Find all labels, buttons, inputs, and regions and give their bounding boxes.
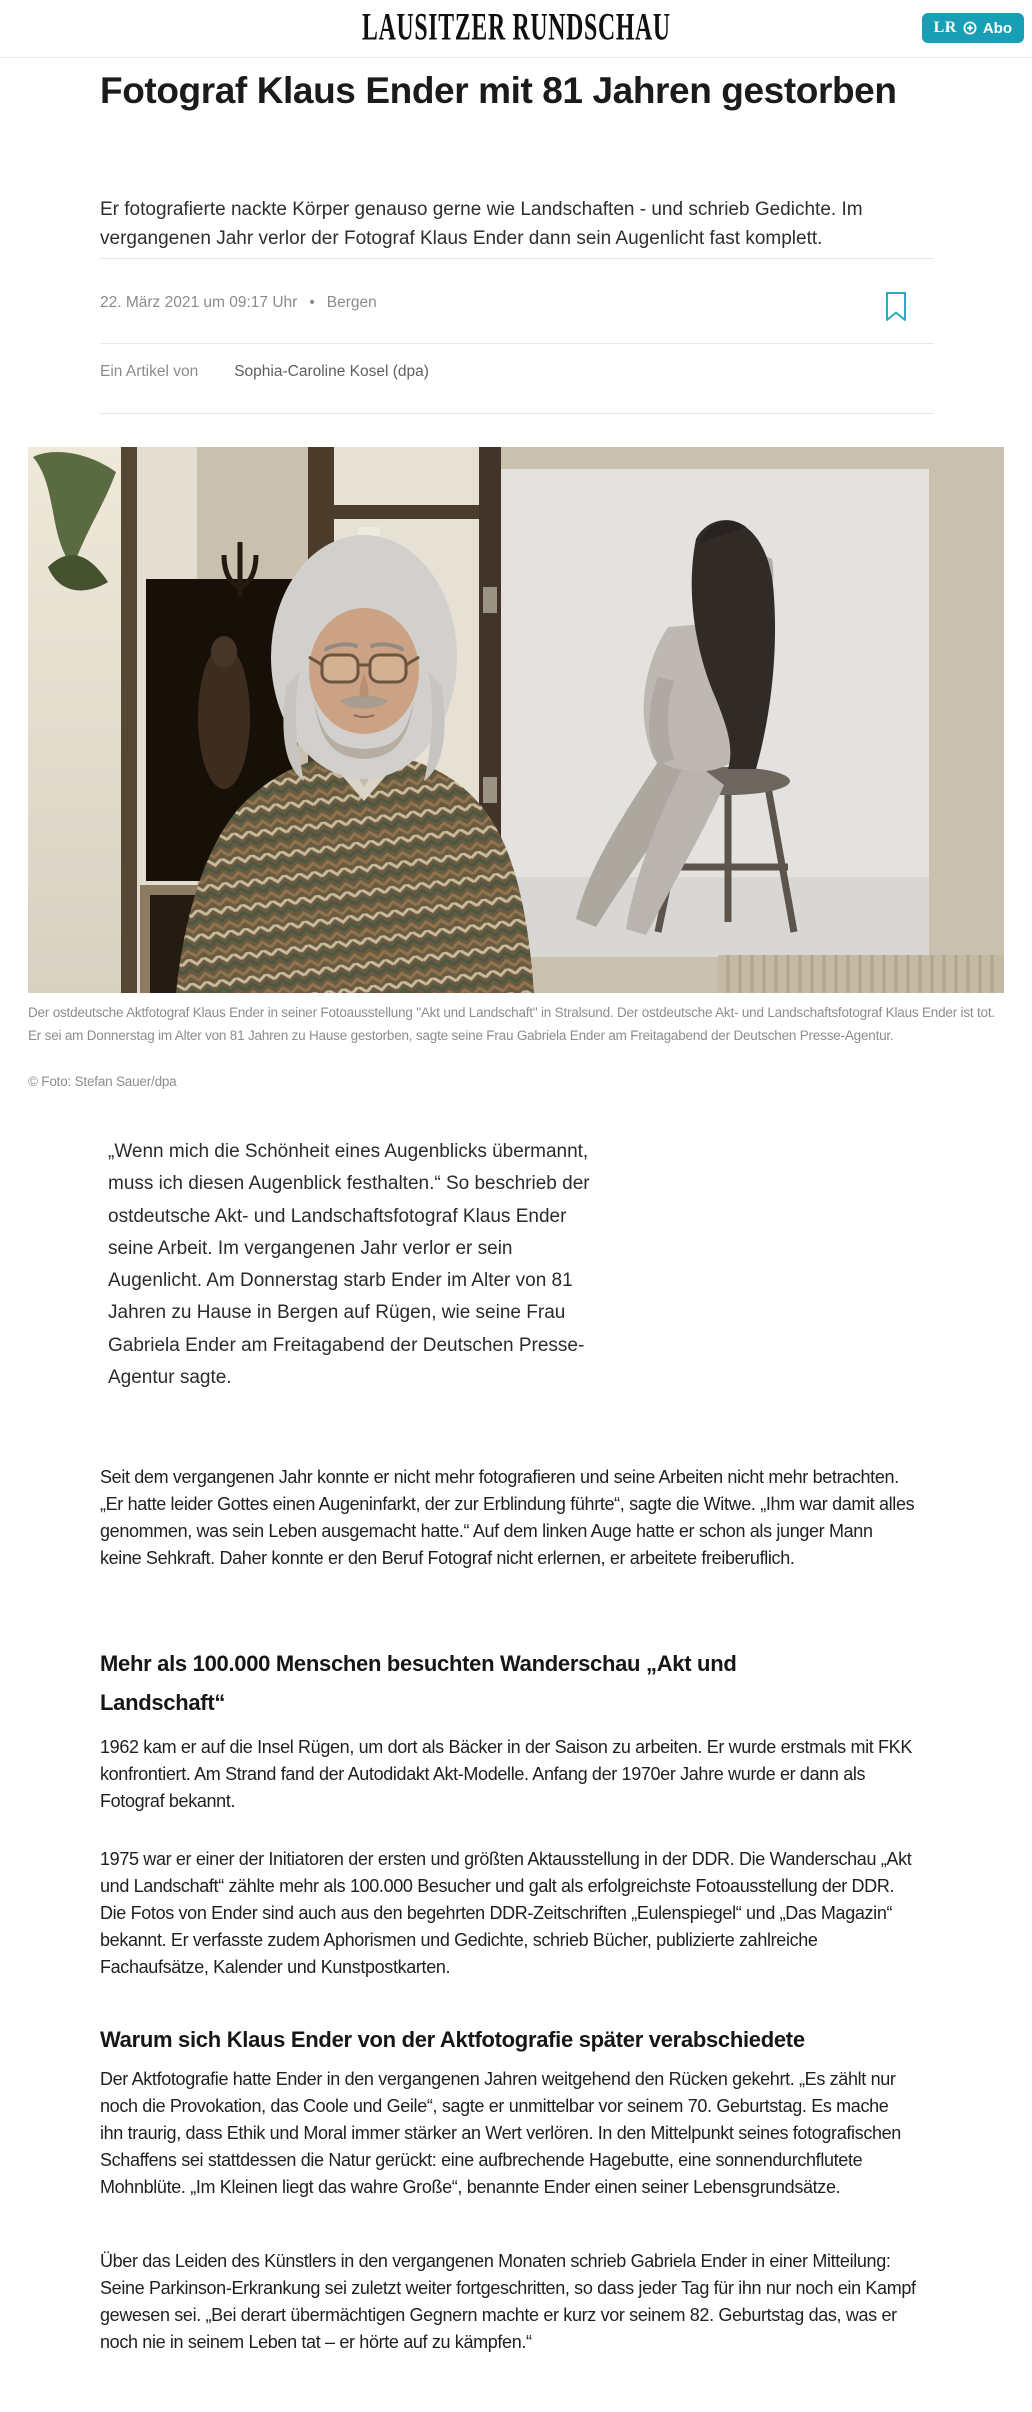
image-caption: Der ostdeutsche Aktfotograf Klaus Ender in seiner Fotoausstellung "Akt und Landschaft" in Stralsund. Der ostdeutsche Akt- und Landschaftsfotograf Klaus Ender ist tot. Er sei am Donnerstag im Alter von 81 Jahren zu Hause gestorben, sagte seine Frau Gabriela Ender am Freitagabend der Deutschen Presse-Agentur. <box>28 1005 995 1043</box>
paragraph: „Wenn mich die Schönheit eines Augenblicks übermannt, muss ich diesen Augenblick festhalten.“ So beschrieb der ostdeutsche Akt- und Landschaftsfotograf Klaus Ender seine Arbeit. Im vergangenen Jahr verlor er sein Augenlicht. Am Donnerstag starb Ender im Alter von 81 Jahren zu Hause in Bergen auf Rügen, wie seine Frau Gabriela Ender am Freitagabend der Deutschen Presse-Agentur sagte. <box>108 1141 590 1389</box>
divider <box>100 258 934 259</box>
byline <box>100 363 429 381</box>
paragraph: 1962 kam er auf die Insel Rügen, um dort als Bäcker in der Saison zu arbeiten. Er wurde erstmals mit FKK konfrontiert. Am Strand fand der Autodidakt Akt-Modelle. Anfang der 1970er Jahre wurde er dann als Fotograf bekannt. <box>100 1737 912 1811</box>
section-heading: Warum sich Klaus Ender von der Aktfotografie später verabschiedete <box>100 2027 805 2052</box>
divider <box>100 343 934 344</box>
plus-circle-icon <box>963 21 977 35</box>
site-header <box>0 0 1032 58</box>
article-meta <box>100 294 377 312</box>
photo-credit: © Foto: Stefan Sauer/dpa <box>28 1074 177 1089</box>
bookmark-icon <box>883 290 909 324</box>
meta-separator-dot: • <box>309 294 315 311</box>
paragraph: Über das Leiden des Künstlers in den vergangenen Monaten schrieb Gabriela Ender in einer Mitteilung: Seine Parkinson-Erkrankung sei zuletzt weiter fortgeschritten, so dass jeder Tag für ihn nur noch ein Kampf gewesen sei. „Bei derart übermächtigen Gegnern machte er kurz vor seinem 82. Geburtstag das, was er noch nie in seinem Leben tat – er hörte auf zu kämpfen.“ <box>100 2251 916 2352</box>
radiator <box>718 955 1004 993</box>
bookmark-button[interactable] <box>883 290 909 324</box>
nude-photo-right <box>501 469 1004 993</box>
paragraph: Seit dem vergangenen Jahr konnte er nicht mehr fotografieren und seine Arbeiten nicht mehr betrachten. „Er hatte leider Gottes einen Augeninfarkt, der zur Erblindung führte“, sagte die Witwe. „Ihm war damit alles genommen, was sein Leben ausgemacht hatte.“ Auf dem linken Auge hatte er schon als junger Mann keine Sehkraft. Daher konnte er den Beruf Fotograf nicht erlernen, er arbeitete freiberuflich. <box>100 1467 915 1568</box>
abo-button[interactable] <box>922 13 1024 43</box>
masthead-logo[interactable]: LAUSITZER RUNDSCHAU <box>361 6 671 50</box>
byline-label: Ein Artikel von <box>100 363 199 380</box>
article-lede: Er fotografierte nackte Körper genauso gerne wie Landschaften - und schrieb Gedichte. Im vergangenen Jahr verlor der Fotograf Klaus Ender dann sein Augenlicht fast komplett. <box>100 199 863 249</box>
abo-button-label: Abo <box>982 19 1012 37</box>
publish-location: Bergen <box>326 294 377 311</box>
publish-datetime: 22. März 2021 um 09:17 Uhr <box>100 294 298 311</box>
lr-brand-mark: LR <box>933 19 957 36</box>
paragraph: Der Aktfotografie hatte Ender in den vergangenen Jahren weitgehend den Rücken gekehrt. „Es zählt nur noch die Provokation, das Coole und Geile“, sagte er unmittelbar vor seinem 70. Geburtstag. Es mache ihn traurig, dass Ethik und Moral immer stärker an Wert verlören. In den Mittelpunkt seines fotografischen Schaffens sei stattdessen die Natur gerückt: eine aufbrechende Hagebutte, eine sonnendurchflutete Mohnblüte. „Im Kleinen liegt das wahre Große“, benannte Ender einen seiner Lebensgrundsätze. <box>100 2069 901 2197</box>
section-heading: Mehr als 100.000 Menschen besuchten Wanderschau „Akt und Landschaft“ <box>100 1651 737 1715</box>
author-name[interactable]: Sophia-Caroline Kosel (dpa) <box>234 363 429 380</box>
paragraph: 1975 war er einer der Initiatoren der ersten und größten Aktausstellung in der DDR. Die Wanderschau „Akt und Landschaft“ zählte mehr als 100.000 Besucher und galt als erfolgreichste Fotoausstellung der DDR. Die Fotos von Ender sind auch aus den begehrten DDR-Zeitschriften „Eulenspiegel“ und „Das Magazin“ bekannt. Er verfasste zudem Aphorismen und Gedichte, schrieb Bücher, publizierte zahlreiche Fachaufsätze, Kalender und Kunstpostkarten. <box>100 1849 912 1977</box>
divider <box>100 413 934 414</box>
hero-image <box>28 447 1004 993</box>
article-title: Fotograf Klaus Ender mit 81 Jahren gestorben <box>100 70 897 111</box>
